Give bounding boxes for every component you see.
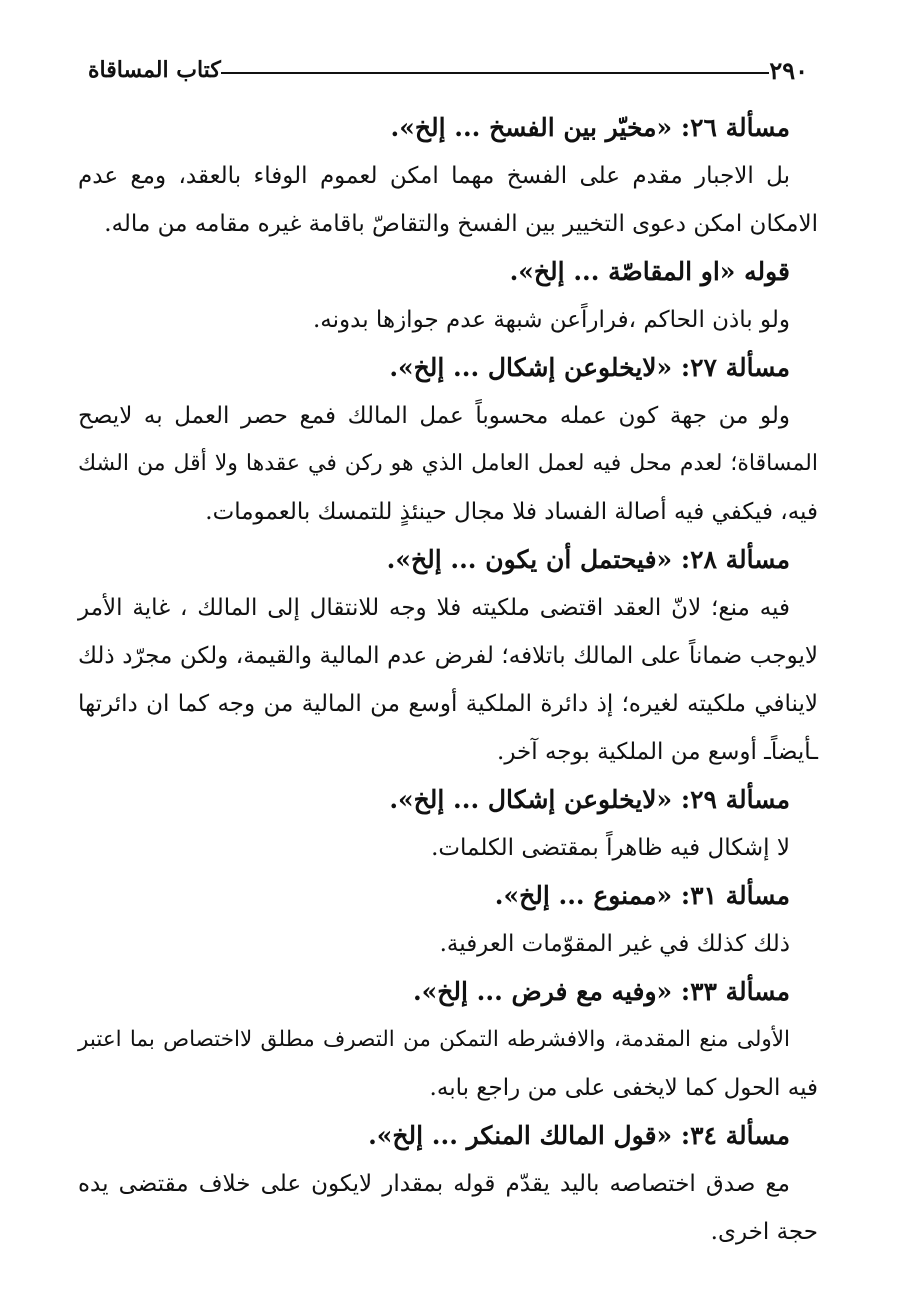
text-line: بل الاجبار مقدم على الفسخ مهما امكن لعموم الوفاء بالعقد، ومع عدم bbox=[78, 163, 790, 189]
text-line: ولو باذن الحاكم ،فراراًعن شبهة عدم جوازها بدونه. bbox=[313, 307, 790, 333]
text-line: الأولى منع المقدمة، والافشرطه التمكن من التصرف مطلق لااختصاص بما اعتبر bbox=[78, 1027, 790, 1052]
text-line: ولو من جهة كون عمله محسوباً عمل المالك فمع حصر العمل به لايصح bbox=[78, 403, 790, 429]
section-heading: مسألة ٣٣: «وفيه مع فرض ... إلخ». bbox=[412, 977, 790, 1006]
text-line: المساقاة؛ لعدم محل فيه لعمل العامل الذي هو ركن في عقدها ولا أقل من الشك bbox=[78, 451, 818, 476]
section-heading: مسألة ٢٦: «مخيّر بين الفسخ ... إلخ». bbox=[390, 113, 790, 142]
section-heading: مسألة ٣٤: «قول المالك المنكر ... إلخ». bbox=[368, 1121, 790, 1150]
text-line: الامكان امكن دعوى التخيير بين الفسخ والتقاصّ باقامة غيره مقامه من ماله. bbox=[104, 211, 818, 237]
section-heading: مسألة ٢٨: «فيحتمل أن يكون ... إلخ». bbox=[386, 545, 790, 574]
section-heading: مسألة ٢٩: «لايخلوعن إشكال ... إلخ». bbox=[389, 785, 790, 814]
text-line: لا إشكال فيه ظاهراً بمقتضى الكلمات. bbox=[431, 835, 790, 861]
section-heading: مسألة ٢٧: «لايخلوعن إشكال ... إلخ». bbox=[389, 353, 790, 382]
text-line: مع صدق اختصاصه باليد يقدّم قوله بمقدار لايكون على خلاف مقتضى يده bbox=[78, 1171, 790, 1197]
running-title: كتاب المساقاة bbox=[88, 57, 221, 83]
text-line: فيه منع؛ لانّ العقد اقتضى ملكيته فلا وجه للانتقال إلى المالك ، غاية الأمر bbox=[78, 595, 790, 621]
running-header bbox=[78, 50, 818, 90]
text-line: فيه، فيكفي فيه أصالة الفساد فلا مجال حينئذٍ للتمسك بالعمومات. bbox=[205, 499, 818, 525]
text-line: لاينافي ملكيته لغيره؛ إذ دائرة الملكية أوسع من المالية من وجه كما ان دائرتها bbox=[78, 691, 818, 717]
section-heading: قوله «او المقاصّة ... إلخ». bbox=[509, 257, 790, 286]
text-line: حجة اخرى. bbox=[710, 1219, 818, 1245]
section-heading: مسألة ٣١: «ممنوع ... إلخ». bbox=[494, 881, 790, 910]
page-number: ٢٩٠ bbox=[769, 55, 808, 85]
text-line: ـأيضاًـ أوسع من الملكية بوجه آخر. bbox=[497, 739, 818, 765]
text-line: ذلك كذلك في غير المقوّمات العرفية. bbox=[439, 931, 790, 957]
page-body bbox=[78, 104, 818, 1256]
text-line: لايوجب ضماناً على المالك باتلافه؛ لفرض عدم المالية والقيمة، ولكن مجرّد ذلك bbox=[78, 643, 818, 669]
text-line: فيه الحول كما لايخفى على من راجع بابه. bbox=[429, 1075, 818, 1101]
header-rule bbox=[221, 72, 770, 74]
book-page bbox=[78, 50, 818, 1256]
